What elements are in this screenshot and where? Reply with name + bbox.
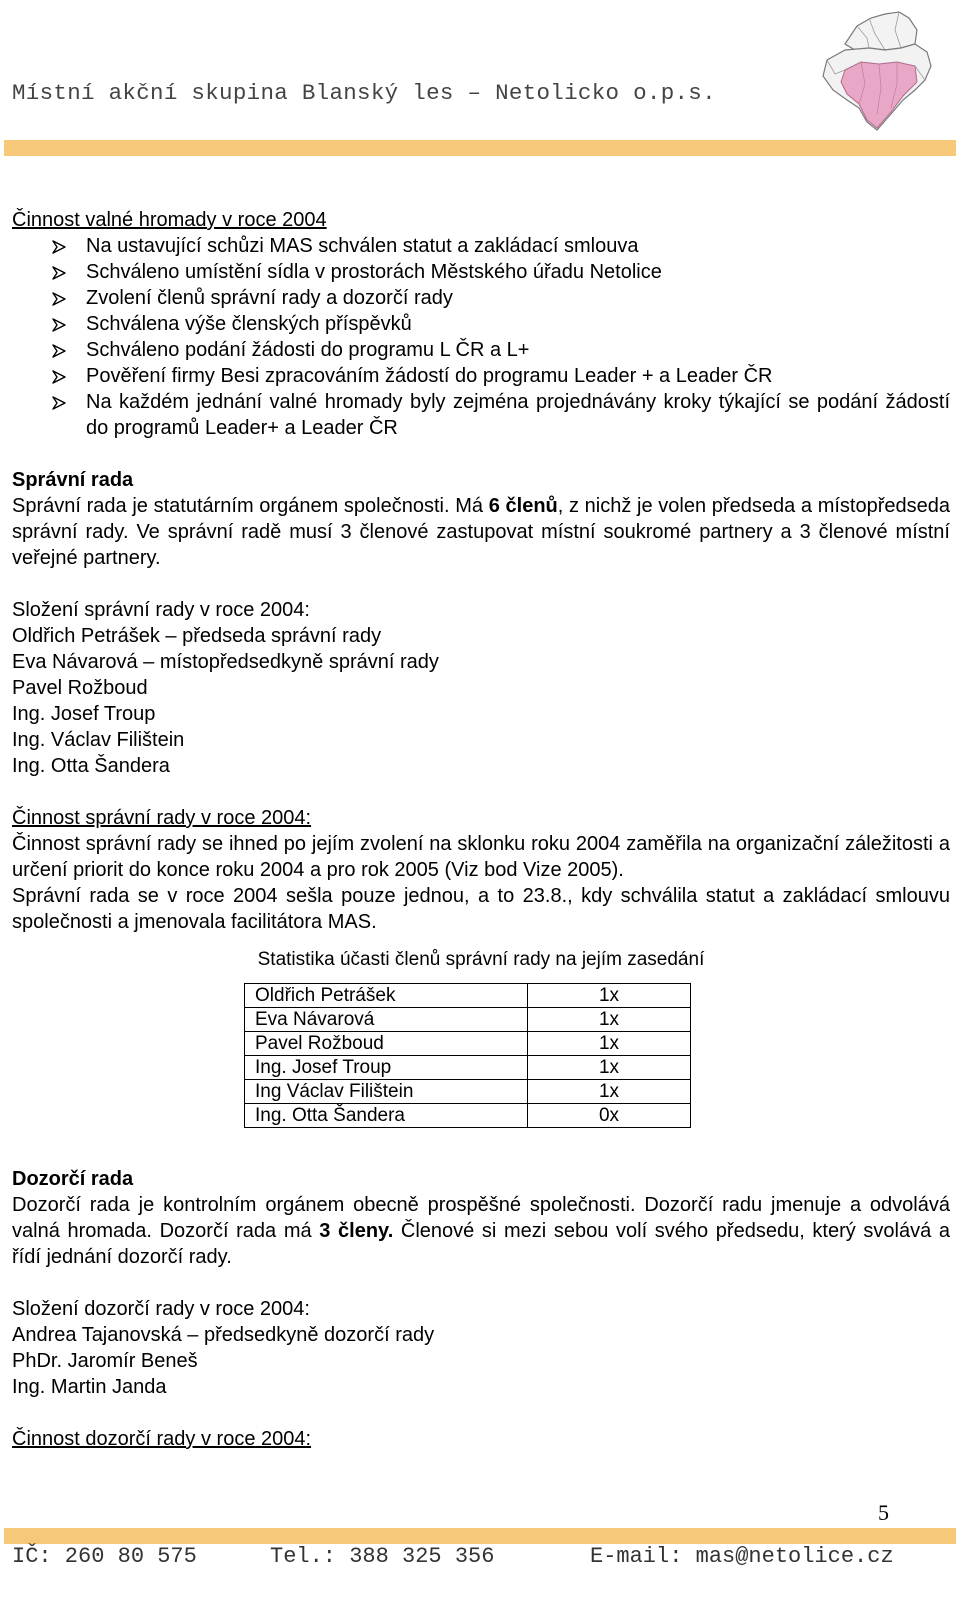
region-map-logo [805,4,955,139]
dozorci-rada-composition-heading: Složení dozorčí rady v roce 2004: [12,1298,310,1320]
spravni-rada-activity-heading: Činnost správní rady v roce 2004: [12,807,312,829]
list-item: Pověření firmy Besi zpracováním žádostí do programu Leader + a Leader ČR [12,363,950,389]
table-cell-value: 1x [528,1080,691,1104]
valna-hromada-list [12,233,950,441]
member-line: Ing. Václav Filištein [12,729,185,751]
footer-phone: Tel.: 388 325 356 [270,1544,495,1569]
spravni-rada-paragraph: Správní rada je statutárním orgánem společnosti. Má 6 členů, z nichž je volen předseda a místopředseda správní rady. Ve správní radě musí 3 členové zastupovat místní soukromé partnery a 3 členové místní veřejné partnery. [12,495,950,569]
arrow-bullet-icon [52,318,66,332]
table-cell-name: Pavel Rožboud [245,1032,528,1056]
member-line: Eva Návarová – místopředsedkyně správní rady [12,651,439,673]
table-row [245,1080,691,1104]
list-item: Schváleno podání žádosti do programu L ČR a L+ [12,337,950,363]
document-body [12,207,950,1452]
member-line: Ing. Otta Šandera [12,755,170,777]
table-cell-value: 1x [528,1008,691,1032]
table-cell-name: Eva Návarová [245,1008,528,1032]
header-divider [4,140,956,156]
section-heading-dozorci-rada: Dozorčí rada [12,1168,134,1190]
list-item: Na ustavující schůzi MAS schválen statut a zakládací smlouva [12,233,950,259]
dozorci-rada-activity-heading: Činnost dozorčí rady v roce 2004: [12,1428,312,1450]
page-number: 5 [878,1500,889,1525]
table-row [245,1032,691,1056]
arrow-bullet-icon [52,344,66,358]
table-row [245,1008,691,1032]
member-line: Ing. Martin Janda [12,1376,167,1398]
table-cell-value: 1x [528,984,691,1008]
member-line: Oldřich Petrášek – předseda správní rady [12,625,382,647]
footer-email: E-mail: mas@netolice.cz [590,1544,894,1569]
spravni-rada-composition-heading: Složení správní rady v roce 2004: [12,599,310,621]
table-cell-value: 0x [528,1104,691,1128]
section-heading-valna-hromada: Činnost valné hromady v roce 2004 [12,209,327,231]
table-row [245,1104,691,1128]
table-cell-name: Ing. Otta Šandera [245,1104,528,1128]
footer-contact [12,1544,932,1574]
list-item: Schváleno umístění sídla v prostorách Městského úřadu Netolice [12,259,950,285]
organization-title: Místní akční skupina Blanský les – Netolicko o.p.s. [12,80,716,106]
arrow-bullet-icon [52,292,66,306]
member-line: Ing. Josef Troup [12,703,156,725]
footer-ic: IČ: 260 80 575 [12,1544,197,1569]
table-cell-value: 1x [528,1032,691,1056]
table-cell-name: Oldřich Petrášek [245,984,528,1008]
arrow-bullet-icon [52,266,66,280]
member-line: PhDr. Jaromír Beneš [12,1350,198,1372]
list-item: Schválena výše členských příspěvků [12,311,950,337]
arrow-bullet-icon [52,370,66,384]
attendance-table [244,983,691,1128]
member-line: Pavel Rožboud [12,677,148,699]
table-cell-value: 1x [528,1056,691,1080]
arrow-bullet-icon [52,240,66,254]
table-cell-name: Ing Václav Filištein [245,1080,528,1104]
spravni-rada-activity-text: Činnost správní rady se ihned po jejím zvolení na sklonku roku 2004 zaměřila na organizační záležitosti a určení priorit do konce roku 2004 a pro rok 2005 (Viz bod Vize 2005). [12,833,950,881]
table-row [245,984,691,1008]
dozorci-rada-paragraph: Dozorčí rada je kontrolním orgánem obecně prospěšné společnosti. Dozorčí radu jmenuje a odvolává valná hromada. Dozorčí rada má 3 členy. Členové si mezi sebou volí svého předsedu, který svolává a řídí jednání dozorčí rady. [12,1194,950,1268]
table-row [245,1056,691,1080]
table-cell-name: Ing. Josef Troup [245,1056,528,1080]
list-item: Na každém jednání valné hromady byly zejména projednávány kroky týkající se podání žádostí do programů Leader+ a Leader ČR [12,389,950,441]
list-item: Zvolení členů správní rady a dozorčí rady [12,285,950,311]
stats-caption: Statistika účasti členů správní rady na jejím zasedání [257,949,705,970]
footer-divider [4,1528,956,1544]
section-heading-spravni-rada: Správní rada [12,469,134,491]
member-line: Andrea Tajanovská – předsedkyně dozorčí rady [12,1324,435,1346]
arrow-bullet-icon [52,396,66,410]
spravni-rada-meeting-text: Správní rada se v roce 2004 sešla pouze jednou, a to 23.8., kdy schválila statut a zakládací smlouvu společnosti a jmenovala facilitátora MAS. [12,885,950,933]
